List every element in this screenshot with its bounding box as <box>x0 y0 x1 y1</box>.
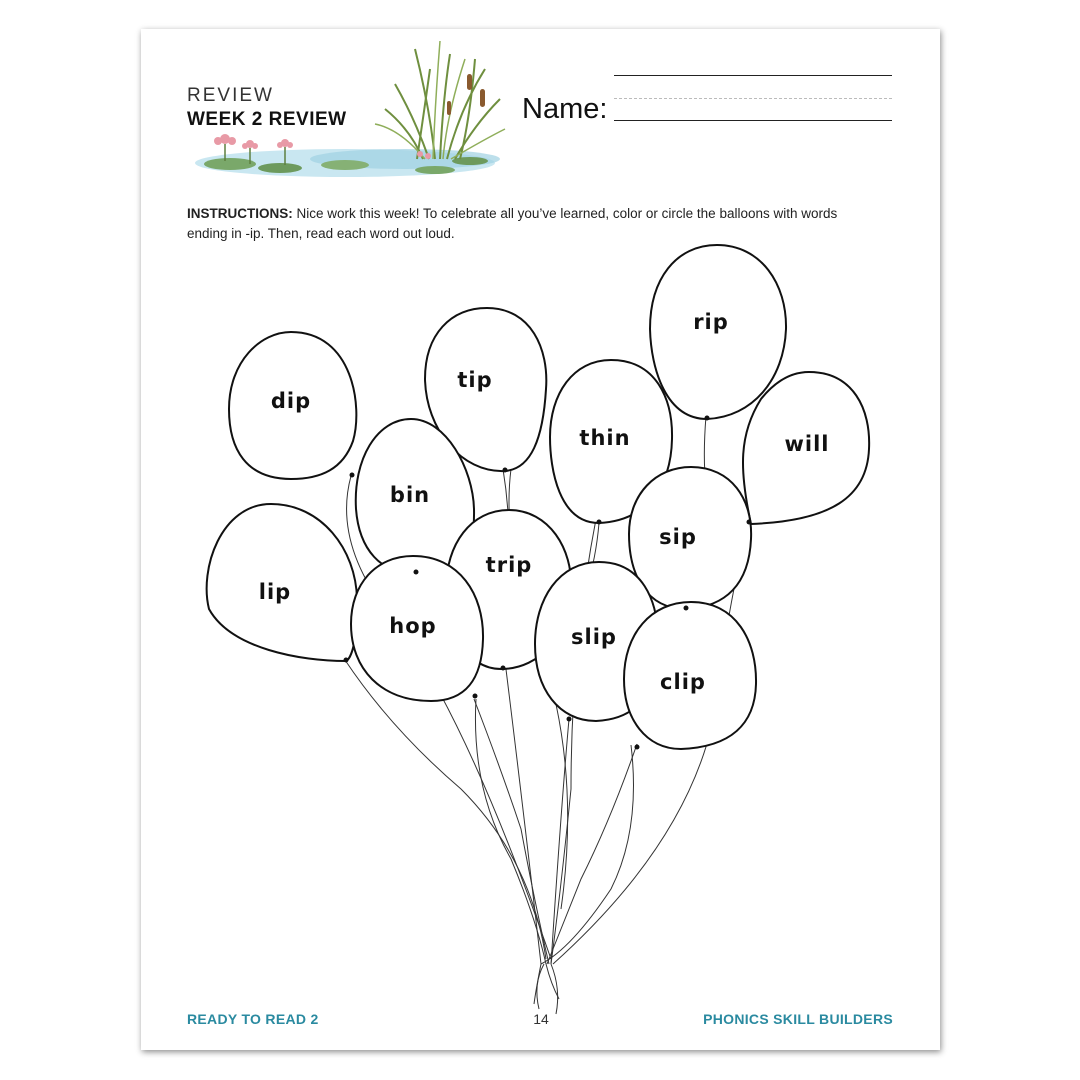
instructions-lead: INSTRUCTIONS: <box>187 206 293 221</box>
worksheet-page <box>141 29 940 1050</box>
balloon-word-thin: thin <box>579 426 631 450</box>
balloon-word-slip: slip <box>571 625 617 649</box>
balloon-word-will: will <box>784 432 830 456</box>
balloon-word-clip: clip <box>660 670 706 694</box>
footer-series-title: PHONICS SKILL BUILDERS <box>703 1011 893 1027</box>
page-title: WEEK 2 REVIEW <box>187 109 347 130</box>
balloon-word-tip: tip <box>457 368 493 392</box>
name-label: Name: <box>522 93 608 125</box>
balloon-word-trip: trip <box>485 553 533 577</box>
footer-book-title: READY TO READ 2 <box>187 1011 319 1027</box>
balloon-word-rip: rip <box>693 310 729 334</box>
instructions-text: Nice work this week! To celebrate all you’ve learned, color or circle the balloons with words ending in -ip. Then, read each word out loud. <box>187 206 838 241</box>
balloon-word-bin: bin <box>389 483 431 507</box>
section-label: REVIEW <box>187 85 274 106</box>
balloon-word-dip: dip <box>270 389 312 413</box>
page-number: 14 <box>533 1011 549 1027</box>
balloon-word-lip: lip <box>258 580 292 604</box>
balloon-word-hop: hop <box>389 614 437 638</box>
balloon-bunch <box>141 29 940 1050</box>
balloon-word-sip: sip <box>659 525 697 549</box>
